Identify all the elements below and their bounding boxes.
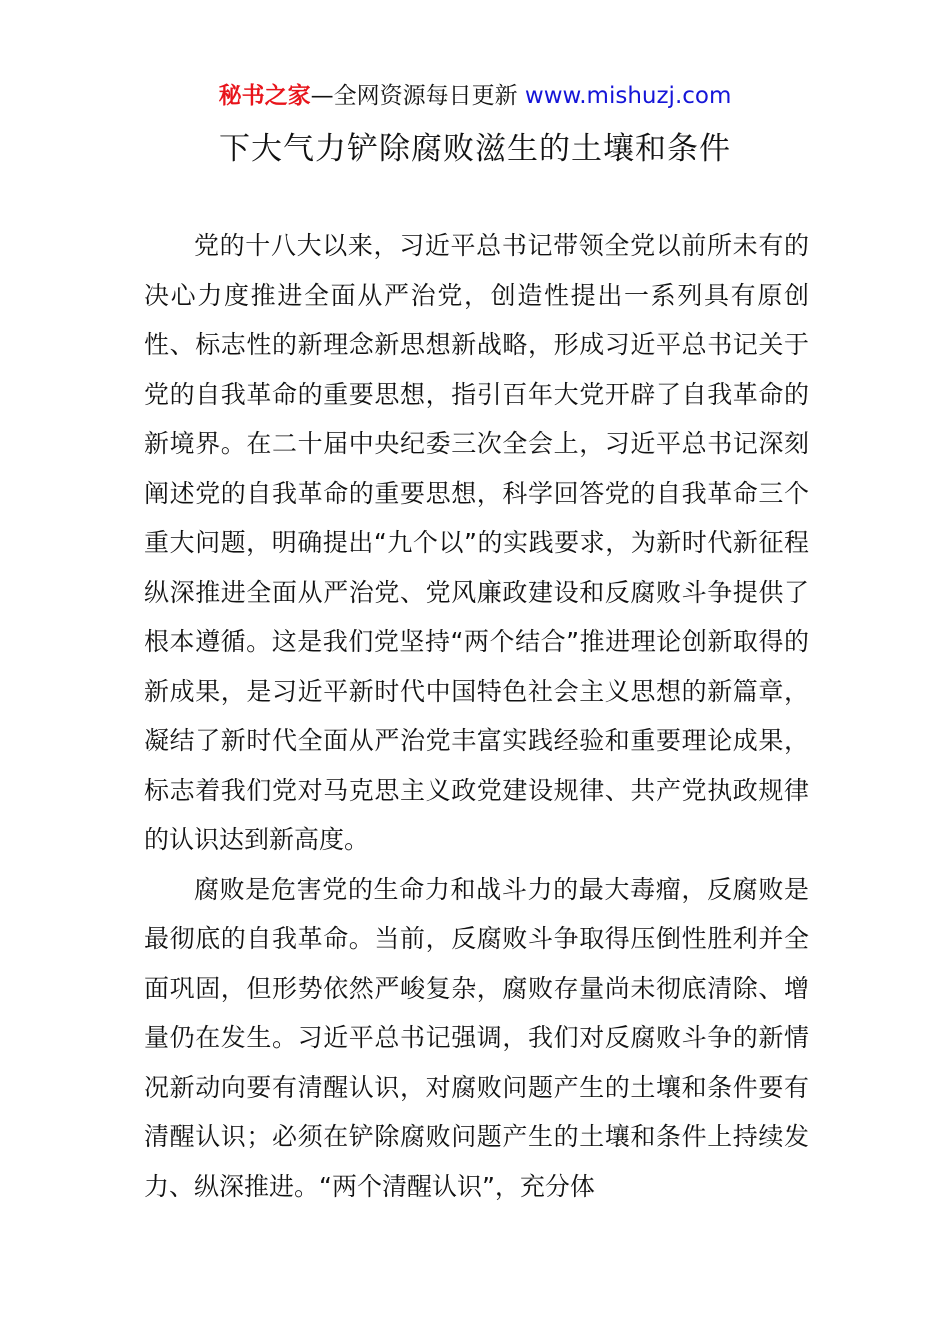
site-brand: 秘书之家 bbox=[218, 83, 311, 109]
site-header bbox=[0, 80, 950, 112]
site-url-link[interactable]: www.mishuzj.com bbox=[524, 83, 732, 109]
document-body bbox=[144, 221, 809, 1211]
document-title: 下大气力铲除腐败滋生的土壤和条件 bbox=[219, 131, 731, 167]
paragraph: 腐败是危害党的生命力和战斗力的最大毒瘤，反腐败是最彻底的自我革命。当前，反腐败斗争取得压倒性胜利并全面巩固，但形势依然严峻复杂，腐败存量尚未彻底清除、增量仍在发生。习近平总书记强调，我们对反腐败斗争的新情况新动向要有清醒认识，对腐败问题产生的土壤和条件要有清醒认识；必须在铲除腐败问题产生的土壤和条件上持续发力、纵深推进。“两个清醒认识”，充分体 bbox=[144, 874, 809, 1201]
paragraph: 党的十八大以来，习近平总书记带领全党以前所未有的决心力度推进全面从严治党，创造性提出一系列具有原创性、标志性的新理念新思想新战略，形成习近平总书记关于党的自我革命的重要思想，指引百年大党开辟了自我革命的新境界。在二十届中央纪委三次全会上，习近平总书记深刻阐述党的自我革命的重要思想，科学回答党的自我革命三个重大问题，明确提出“九个以”的实践要求，为新时代新征程纵深推进全面从严治党、党风廉政建设和反腐败斗争提供了根本遵循。这是我们党坚持“两个结合”推进理论创新取得的新成果，是习近平新时代中国特色社会主义思想的新篇章，凝结了新时代全面从严治党丰富实践经验和重要理论成果，标志着我们党对马克思主义政党建设规律、共产党执政规律的认识达到新高度。 bbox=[144, 231, 809, 854]
site-tagline: —全网资源每日更新 bbox=[310, 83, 525, 109]
